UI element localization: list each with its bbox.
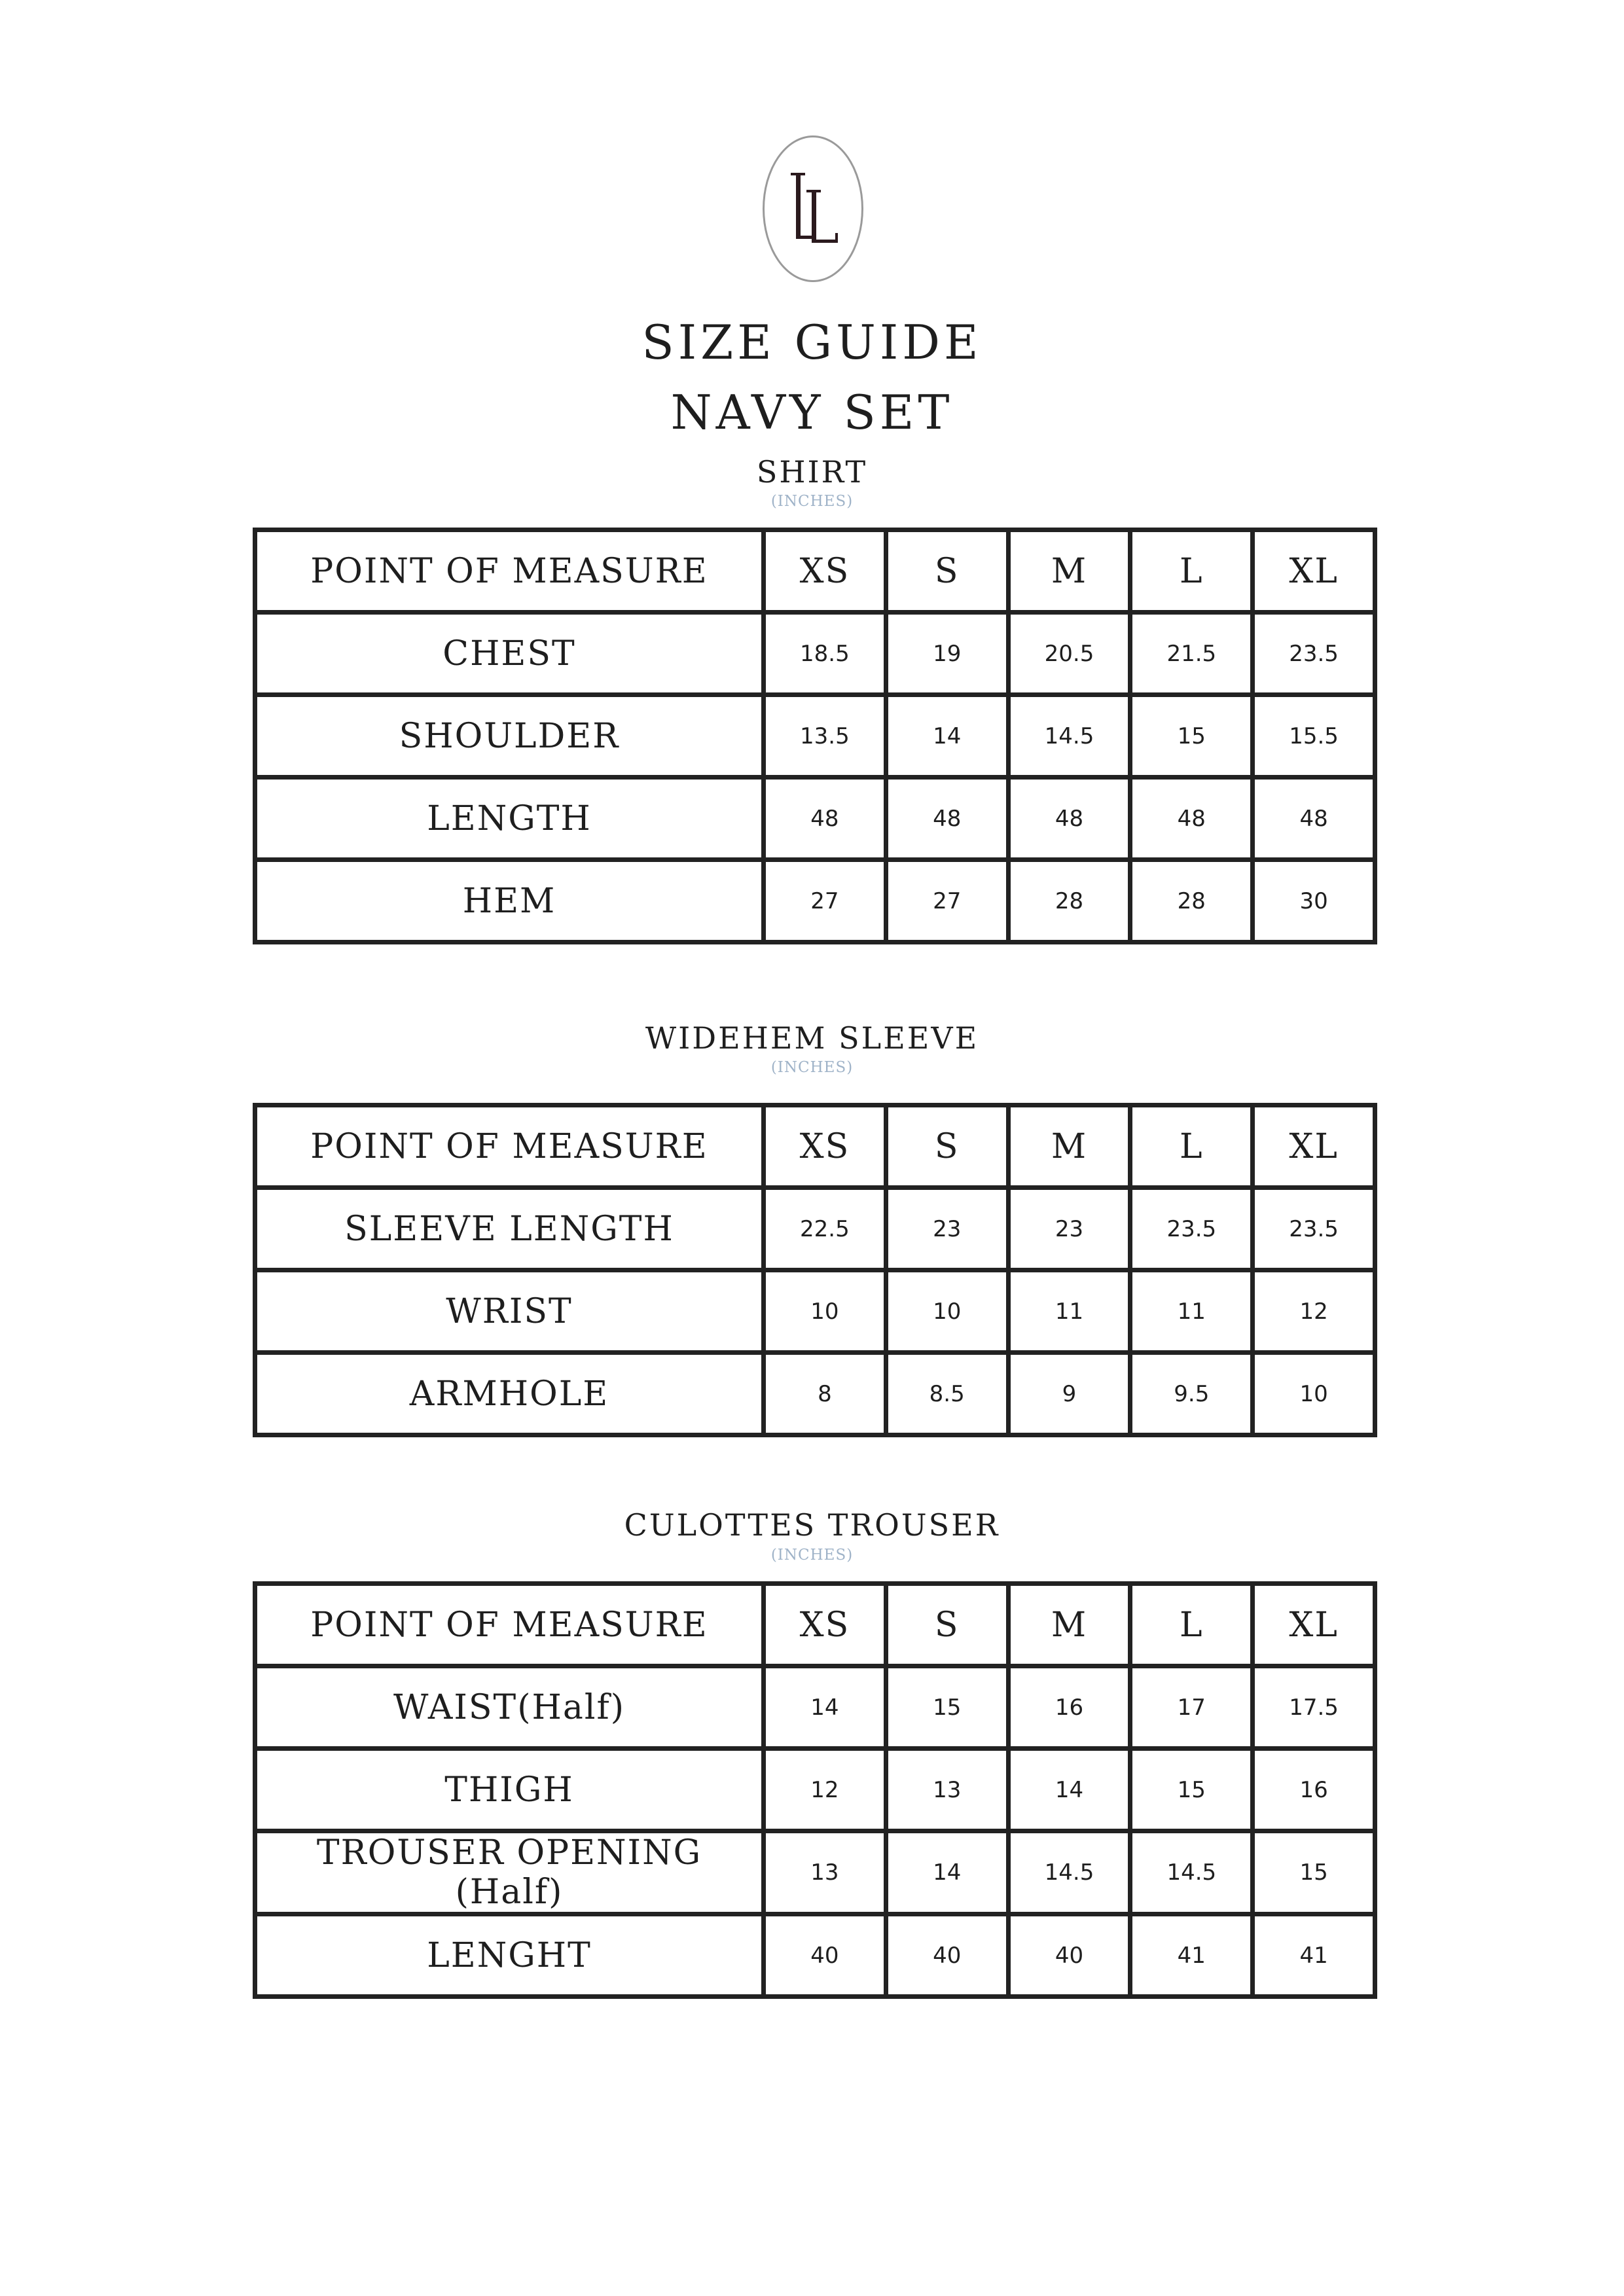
row-label: TROUSER OPENING (Half) [255,1831,764,1914]
header-size-m: M [1008,1105,1130,1188]
table-cell: 17 [1130,1666,1253,1749]
table-cell: 12 [1253,1270,1375,1353]
table-cell: 9 [1008,1353,1130,1435]
table-cell: 48 [1253,778,1375,860]
header-size-xl: XL [1253,1584,1375,1666]
table-cell: 17.5 [1253,1666,1375,1749]
header-size-s: S [886,1584,1008,1666]
size-table-shirt [253,528,1377,944]
table-cell: 13 [764,1831,886,1914]
header-size-l: L [1130,1105,1253,1188]
page-subtitle: NAVY SET [670,385,954,440]
table-cell: 14 [764,1666,886,1749]
table-row [255,1914,1375,1997]
table-cell: 14 [886,1831,1008,1914]
table-cell: 27 [764,860,886,942]
header-size-xl: XL [1253,530,1375,613]
row-label: THIGH [255,1749,764,1831]
table-cell: 23 [1008,1188,1130,1270]
table-cell: 41 [1253,1914,1375,1997]
brand-logo [763,135,863,282]
table-cell: 14.5 [1008,695,1130,778]
table-cell: 8 [764,1353,886,1435]
table-cell: 28 [1008,860,1130,942]
table-cell: 14 [1008,1749,1130,1831]
table-cell: 23 [886,1188,1008,1270]
header-size-m: M [1008,530,1130,613]
table-cell: 11 [1130,1270,1253,1353]
table-cell: 10 [886,1270,1008,1353]
table-cell: 10 [764,1270,886,1353]
table-header-row [255,530,1375,613]
table-cell: 15 [1130,695,1253,778]
table-cell: 19 [886,613,1008,695]
table-row [255,1831,1375,1914]
header-size-xs: XS [764,1584,886,1666]
table-row [255,1666,1375,1749]
table-cell: 28 [1130,860,1253,942]
table-cell: 20.5 [1008,613,1130,695]
section-unit-shirt: (INCHES) [770,493,854,510]
table-cell: 15.5 [1253,695,1375,778]
table-cell: 40 [886,1914,1008,1997]
table-row [255,1353,1375,1435]
table-cell: 15 [886,1666,1008,1749]
header-point-of-measure: POINT OF MEASURE [255,530,764,613]
table-cell: 18.5 [764,613,886,695]
row-label: LENGTH [255,778,764,860]
row-label: WRIST [255,1270,764,1353]
table-cell: 15 [1130,1749,1253,1831]
row-label: CHEST [255,613,764,695]
section-title-sleeve: WIDEHEM SLEEVE [645,1020,979,1056]
table-cell: 10 [1253,1353,1375,1435]
table-cell: 48 [764,778,886,860]
section-title-shirt: SHIRT [756,454,868,490]
table-header-row [255,1584,1375,1666]
table-cell: 13.5 [764,695,886,778]
header-size-xl: XL [1253,1105,1375,1188]
table-cell: 13 [886,1749,1008,1831]
table-cell: 30 [1253,860,1375,942]
size-table-sleeve [253,1103,1377,1437]
header-size-xs: XS [764,530,886,613]
size-table-trouser [253,1581,1377,1999]
table-cell: 11 [1008,1270,1130,1353]
table-cell: 15 [1253,1831,1375,1914]
row-label: SLEEVE LENGTH [255,1188,764,1270]
header-size-l: L [1130,1584,1253,1666]
table-cell: 27 [886,860,1008,942]
header-point-of-measure: POINT OF MEASURE [255,1584,764,1666]
header-size-m: M [1008,1584,1130,1666]
section-unit-trouser: (INCHES) [770,1547,854,1564]
row-label: ARMHOLE [255,1353,764,1435]
table-header-row [255,1105,1375,1188]
table-row [255,613,1375,695]
row-label: SHOULDER [255,695,764,778]
table-row [255,1749,1375,1831]
table-cell: 16 [1253,1749,1375,1831]
section-title-trouser: CULOTTES TROUSER [624,1507,1000,1543]
table-cell: 14.5 [1008,1831,1130,1914]
table-row [255,778,1375,860]
table-cell: 48 [886,778,1008,860]
row-label: WAIST(Half) [255,1666,764,1749]
table-cell: 14.5 [1130,1831,1253,1914]
table-row [255,1188,1375,1270]
table-cell: 23.5 [1130,1188,1253,1270]
header-point-of-measure: POINT OF MEASURE [255,1105,764,1188]
table-cell: 12 [764,1749,886,1831]
header-size-xs: XS [764,1105,886,1188]
table-cell: 22.5 [764,1188,886,1270]
table-cell: 16 [1008,1666,1130,1749]
table-cell: 40 [764,1914,886,1997]
header-size-s: S [886,530,1008,613]
row-label: HEM [255,860,764,942]
header-size-s: S [886,1105,1008,1188]
table-cell: 41 [1130,1914,1253,1997]
table-cell: 48 [1130,778,1253,860]
table-cell: 9.5 [1130,1353,1253,1435]
table-cell: 23.5 [1253,1188,1375,1270]
table-cell: 23.5 [1253,613,1375,695]
table-cell: 8.5 [886,1353,1008,1435]
section-unit-sleeve: (INCHES) [770,1059,854,1076]
table-cell: 21.5 [1130,613,1253,695]
header-size-l: L [1130,530,1253,613]
logo-monogram-icon [765,137,861,280]
page-title: SIZE GUIDE [641,315,983,370]
table-cell: 48 [1008,778,1130,860]
row-label: LENGHT [255,1914,764,1997]
table-row [255,860,1375,942]
table-cell: 40 [1008,1914,1130,1997]
table-row [255,1270,1375,1353]
table-row [255,695,1375,778]
table-cell: 14 [886,695,1008,778]
